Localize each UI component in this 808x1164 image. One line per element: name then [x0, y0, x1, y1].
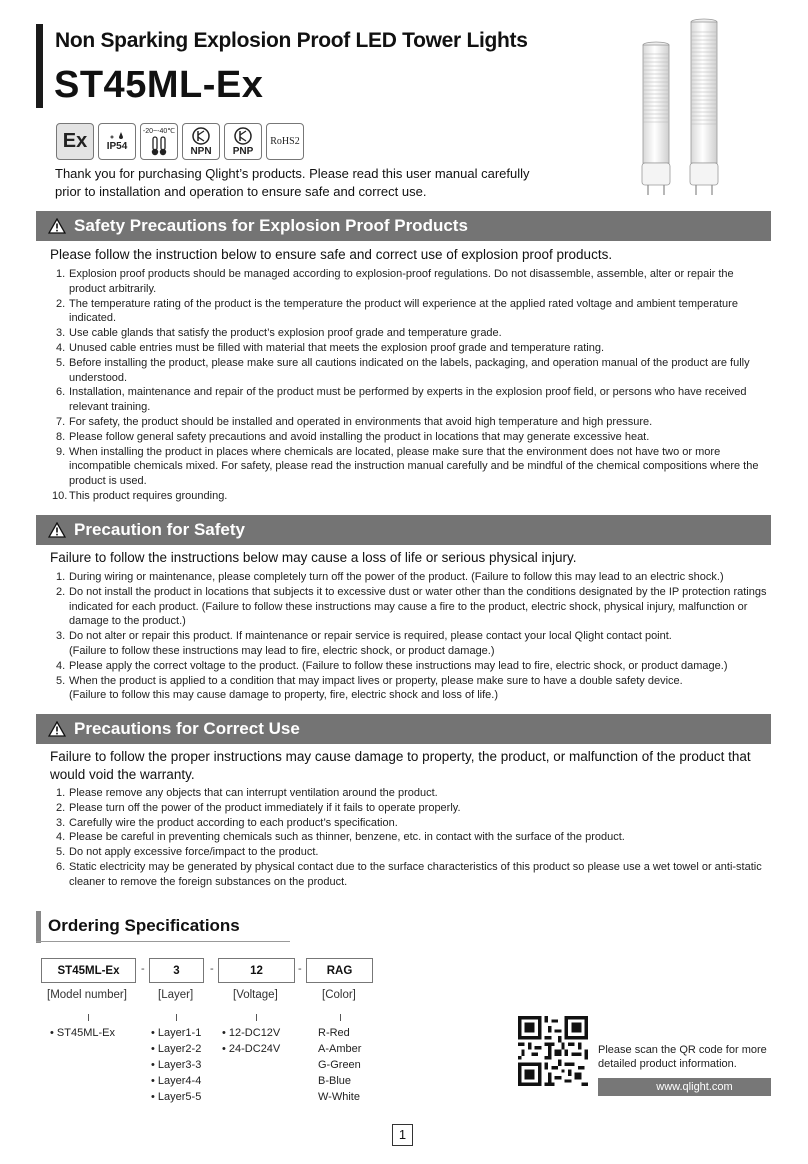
option-item: • 24-DC24V	[222, 1043, 281, 1055]
options-color	[318, 1025, 361, 1105]
option-item: • ST45ML-Ex	[50, 1027, 115, 1039]
temperature-range-icon	[140, 123, 178, 160]
warning-icon	[48, 218, 66, 234]
intro-text	[55, 165, 575, 201]
document-subtitle: Non Sparking Explosion Proof LED Tower Lights	[55, 29, 528, 52]
list-item: 8. Please follow general safety precautions and avoid installing the product in locations that may generate excessive heat.	[56, 430, 650, 443]
ip54-label: IP54	[106, 141, 128, 152]
options-model	[50, 1025, 115, 1041]
list-item: 3. Do not alter or repair this product. If maintenance or repair service is required, please contact your local Qlight contact point.	[56, 630, 672, 643]
certification-icons	[56, 123, 304, 160]
npn-label: NPN	[190, 146, 212, 157]
list-item: (Failure to follow these instructions may lead to fire, electric shock, or product damage.)	[69, 644, 495, 657]
warning-icon	[48, 522, 66, 538]
list-correct-use	[56, 786, 772, 890]
ordering-underline	[36, 941, 290, 942]
list-item: (Failure to follow this may cause damage to property, fire, electric shock and loss of life.)	[69, 689, 498, 702]
list-item: 10. This product requires grounding.	[52, 489, 228, 502]
list-item: 1. During wiring or maintenance, please completely turn off the power of the product. (Failure to follow this may lead to an electric shock.)	[56, 571, 724, 583]
section-header-safety	[36, 515, 771, 545]
code-separator: -	[210, 963, 214, 975]
code-separator: -	[298, 963, 302, 975]
option-item: W-White	[318, 1091, 360, 1103]
label-color: [Color]	[322, 989, 356, 1001]
list-item: 4. Please apply the correct voltage to the product. (Failure to follow these instructions may lead to fire, electric shock, or product damage.)	[56, 659, 728, 672]
label-model-number: [Model number]	[47, 989, 127, 1001]
option-item: G-Green	[318, 1059, 361, 1071]
rohs-label: RoHS2	[270, 136, 300, 147]
option-item: • Layer4-4	[151, 1075, 202, 1087]
list-item: 3. Use cable glands that satisfy the product’s explosion proof grade and temperature grade.	[56, 327, 502, 340]
pnp-transistor-icon	[232, 126, 254, 146]
label-voltage: [Voltage]	[233, 989, 278, 1001]
intro-line-2: prior to installation and operation to ensure safe and correct use.	[55, 184, 427, 199]
tick-mark	[256, 1014, 257, 1021]
options-voltage	[222, 1025, 280, 1057]
option-item: • Layer2-2	[151, 1043, 202, 1055]
pnp-label: PNP	[232, 146, 254, 157]
rohs-icon	[266, 123, 304, 160]
list-item: 5. When the product is applied to a condition that may impact lives or property, please make sure to have a double safety device.	[56, 674, 683, 687]
product-model-title: ST45ML-Ex	[54, 64, 264, 106]
page-number: 1	[392, 1124, 413, 1146]
list-item: 7. For safety, the product should be installed and operated in environments that avoid high temperature and high pressure.	[56, 415, 653, 428]
thermometer-icon	[148, 135, 170, 157]
water-drops-icon	[106, 131, 128, 141]
options-layer	[151, 1025, 201, 1105]
ex-mark-icon	[56, 123, 94, 160]
list-item: 4. Unused cable entries must be filled with material that meets the explosion proof grade and temperature rating.	[56, 341, 605, 354]
tick-mark	[176, 1014, 177, 1021]
section-title-explosion-proof: Safety Precautions for Explosion Proof Products	[74, 216, 468, 235]
option-item: • Layer5-5	[151, 1091, 202, 1103]
qr-code[interactable]	[518, 1016, 588, 1086]
list-item: 5. Before installing the product, please make sure all cautions indicated on the labels, packaging, and operation manual of the product are fully understood.	[56, 356, 750, 384]
ip54-icon	[98, 123, 136, 160]
label-layer: [Layer]	[158, 989, 194, 1001]
list-item: 3. Carefully wire the product according to each product’s specification.	[56, 816, 398, 829]
npn-transistor-icon	[190, 126, 212, 146]
qr-instruction-line-2: detailed product information.	[598, 1058, 737, 1070]
option-item: A-Amber	[318, 1043, 362, 1055]
list-safety	[56, 570, 772, 703]
npn-icon	[182, 123, 220, 160]
tick-mark	[88, 1014, 89, 1021]
lead-correct-use: Failure to follow the proper instructions may cause damage to property, the product, or malfunction of the product that would void the warranty.	[50, 749, 751, 782]
list-item: 2. Do not install the product in locations that subjects it to excessive dust or water other than the conditions designated by the IP protection ratings indicated for each product. (Failure to follow these instructions may cause a fire to the product, electric shock, physical injury, malfunction or damage to the product.)	[56, 585, 767, 628]
list-item: 2. Please turn off the power of the product immediately if it fails to operate properly.	[56, 801, 461, 814]
code-box-model: ST45ML-Ex	[41, 958, 136, 983]
website-link[interactable]: www.qlight.com	[598, 1078, 771, 1096]
ordering-title: Ordering Specifications	[48, 916, 240, 935]
title-accent-bar	[36, 24, 43, 108]
lead-explosion-proof: Please follow the instruction below to ensure safe and correct use of explosion proof products.	[50, 247, 613, 262]
list-item: 1. Please remove any objects that can interrupt ventilation around the product.	[56, 787, 438, 799]
list-item: 2. The temperature rating of the product is the temperature the product will experience at the applied rated voltage and ambient temperature indicated.	[56, 297, 738, 325]
list-item: 4. Please be careful in preventing chemicals such as thinner, benzene, etc. in contact with the surface of the product.	[56, 831, 625, 844]
pnp-icon	[224, 123, 262, 160]
section-title-correct-use: Precautions for Correct Use	[74, 719, 300, 738]
temperature-range-label: -20~-40℃	[142, 127, 176, 135]
section-title-safety: Precaution for Safety	[74, 520, 245, 539]
tower-light-illustration	[634, 16, 734, 206]
option-item: R-Red	[318, 1027, 350, 1039]
qr-instruction	[598, 1043, 778, 1071]
tall-tower-icon	[690, 19, 718, 195]
list-item: 1. Explosion proof products should be managed according to explosion-proof regulations. Do not disassemble, assemble, alter or repair the product arbitrarily.	[56, 268, 734, 295]
ordering-accent-bar	[36, 911, 41, 943]
list-item: 9. When installing the product in places where chemicals are located, please make sure that the environment does not have two or more incompatible chemicals mixed. For safety, please read the instruction manual carefully and be mindful of the chemical compositions where the product is used.	[56, 445, 759, 488]
option-item: • 12-DC12V	[222, 1027, 281, 1039]
code-box-layer: 3	[149, 958, 204, 983]
section-header-explosion-proof	[36, 211, 771, 241]
list-item: 6. Installation, maintenance and repair of the product must be performed by experts in the explosion proof field, or persons who have received relevant training.	[56, 386, 747, 414]
section-header-correct-use	[36, 714, 771, 744]
ex-mark-label: Ex	[62, 130, 88, 152]
option-item: B-Blue	[318, 1075, 352, 1087]
list-item: 5. Do not apply excessive force/impact to the product.	[56, 846, 319, 859]
qr-instruction-line-1: Please scan the QR code for more	[598, 1044, 767, 1056]
intro-line-1: Thank you for purchasing Qlight’s products. Please read this user manual carefully	[55, 166, 530, 181]
code-box-color: RAG	[306, 958, 373, 983]
lead-safety: Failure to follow the instructions below may cause a loss of life or serious physical injury.	[50, 550, 577, 565]
option-item: • Layer1-1	[151, 1027, 202, 1039]
option-item: • Layer3-3	[151, 1059, 202, 1071]
short-tower-icon	[642, 42, 670, 195]
code-box-voltage: 12	[218, 958, 295, 983]
tick-mark	[340, 1014, 341, 1021]
list-explosion-proof	[52, 267, 772, 504]
warning-icon	[48, 721, 66, 737]
code-separator: -	[141, 963, 145, 975]
list-item: 6. Static electricity may be generated by physical contact due to the surface characteristics of this product so please use a wet towel or anti-static cleaner to remove the foreign substances on the product.	[56, 860, 762, 888]
